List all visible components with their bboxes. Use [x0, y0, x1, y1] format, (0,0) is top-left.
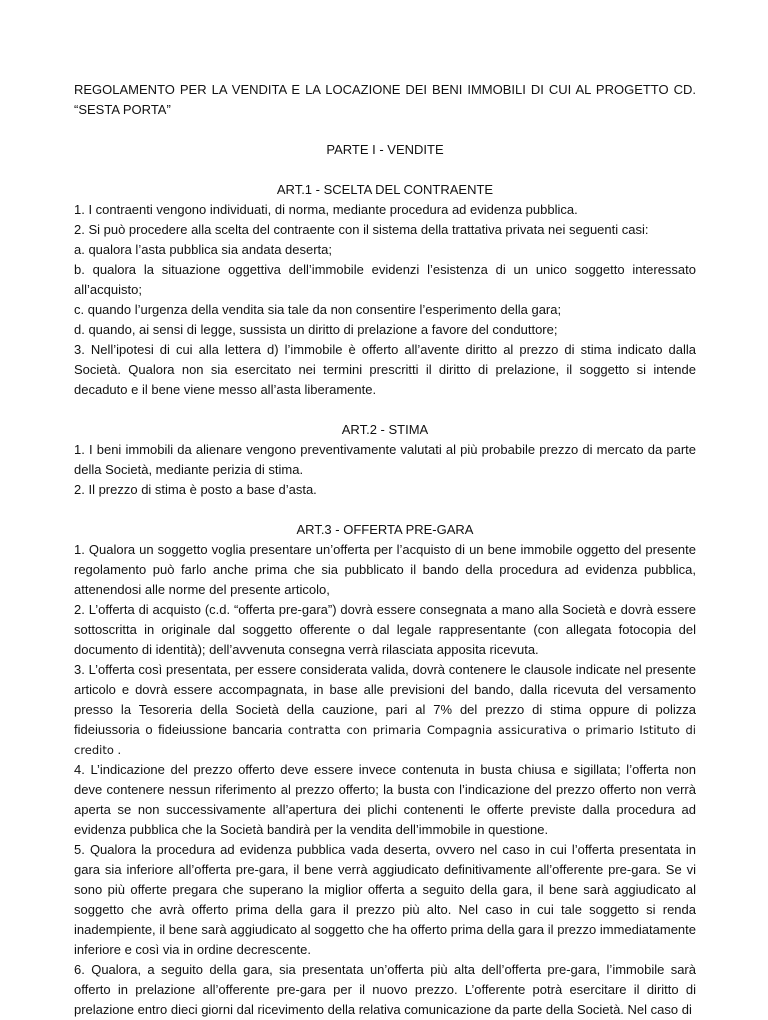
article-3	[74, 520, 696, 1020]
list-item: c. quando l’urgenza della vendita sia tale da non consentire l’esperimento della gara;	[74, 302, 562, 317]
paragraph: 5. Qualora la procedura ad evidenza pubblica vada deserta, ovvero nel caso in cui l’offerta presentata in gara sia inferiore all’offerta pre-gara, il bene verrà aggiudicato definitivamente all’offerente pre-gara. Se vi sono più offerte pregara che superano la miglior offerta a seguito della gara, il bene sarà aggiudicato al soggetto che avrà offerto prima della gara il prezzo più alto. Nel caso in cui tale soggetto si renda inadempiente, il bene sarà aggiudicato al soggetto che ha offerto prima della gara il prezzo immediatamente inferiore e così via in ordine decrescente.	[74, 842, 696, 957]
list-item: d. quando, ai sensi di legge, sussista un diritto di prelazione a favore del conduttore;	[74, 322, 558, 337]
article-heading: ART.3 - OFFERTA PRE-GARA	[296, 522, 474, 537]
article-heading: ART.2 - STIMA	[341, 422, 429, 437]
list-item: b. qualora la situazione oggettiva dell’immobile evidenzi l’esistenza di un unico soggetto interessato all’acquisto;	[74, 262, 696, 297]
article-heading: ART.1 - SCELTA DEL CONTRAENTE	[276, 182, 494, 197]
part-heading: PARTE I - VENDITE	[326, 142, 444, 157]
cursive-text: contratta con primaria Compagnia assicurativa o primario Istituto di credito	[74, 723, 696, 757]
document-page	[74, 0, 696, 1020]
document-title: REGOLAMENTO PER LA VENDITA E LA LOCAZIONE DEI BENI IMMOBILI DI CUI AL PROGETTO CD. “SESTA PORTA”	[74, 82, 696, 117]
paragraph: 1. Qualora un soggetto voglia presentare un’offerta per l’acquisto di un bene immobile oggetto del presente regolamento può farlo anche prima che sia pubblicato il bando della procedura ad evidenza pubblica, attenendosi alle norme del presente articolo,	[74, 542, 696, 597]
paragraph	[74, 660, 696, 760]
article-1	[74, 180, 696, 400]
paragraph: 1. I contraenti vengono individuati, di norma, mediante procedura ad evidenza pubblica.	[74, 202, 578, 217]
paragraph: 2. L’offerta di acquisto (c.d. “offerta pre-gara”) dovrà essere consegnata a mano alla Società e dovrà essere sottoscritta in originale dal soggetto offerente o dal legale rappresentante (con allegata fotocopia del documento di identità); dell’avvenuta consegna verrà rilasciata apposita ricevuta.	[74, 602, 696, 657]
paragraph: 2. Si può procedere alla scelta del contraente con il sistema della trattativa privata nei seguenti casi:	[74, 222, 649, 237]
paragraph: 2. Il prezzo di stima è posto a base d’asta.	[74, 482, 317, 497]
paragraph: 1. I beni immobili da alienare vengono preventivamente valutati al più probabile prezzo di mercato da parte della Società, mediante perizia di stima.	[74, 442, 696, 477]
list-item: a. qualora l’asta pubblica sia andata deserta;	[74, 242, 333, 257]
paragraph-text-end: .	[113, 742, 122, 757]
paragraph: 6. Qualora, a seguito della gara, sia presentata un’offerta più alta dell’offerta pre-gara, l’immobile sarà offerto in prelazione all’offerente pre-gara per il nuovo prezzo. L’offerente potrà esercitare il diritto di prelazione entro dieci giorni dal ricevimento della relativa comunicazione da parte della Società. Nel caso di	[74, 962, 696, 1017]
article-2	[74, 420, 696, 500]
paragraph-text: 3. L’offerta così presentata, per essere considerata valida, dovrà contenere le clausole indicate nel presente articolo e dovrà essere accompagnata, in base alle previsioni del bando, dalla ricevuta del versamento presso la Tesoreria della Società della cauzione, pari al 7% del prezzo di stima oppure di polizza fideiussoria o fideiussione bancaria	[74, 662, 696, 737]
paragraph: 4. L’indicazione del prezzo offerto deve essere invece contenuta in busta chiusa e sigillata; l’offerta non deve contenere nessun riferimento al prezzo offerto; la busta con l’indicazione del prezzo offerto non verrà aperta se non successivamente all’apertura dei plichi contenenti le offerte previste dalla procedura ad evidenza pubblica che la Società bandirà per la vendita dell’immobile in questione.	[74, 762, 696, 837]
paragraph: 3. Nell’ipotesi di cui alla lettera d) l’immobile è offerto all’avente diritto al prezzo di stima indicato dalla Società. Qualora non sia esercitato nei termini prescritti il diritto di prelazione, il soggetto si intende decaduto e il bene viene messo all’asta liberamente.	[74, 342, 696, 397]
